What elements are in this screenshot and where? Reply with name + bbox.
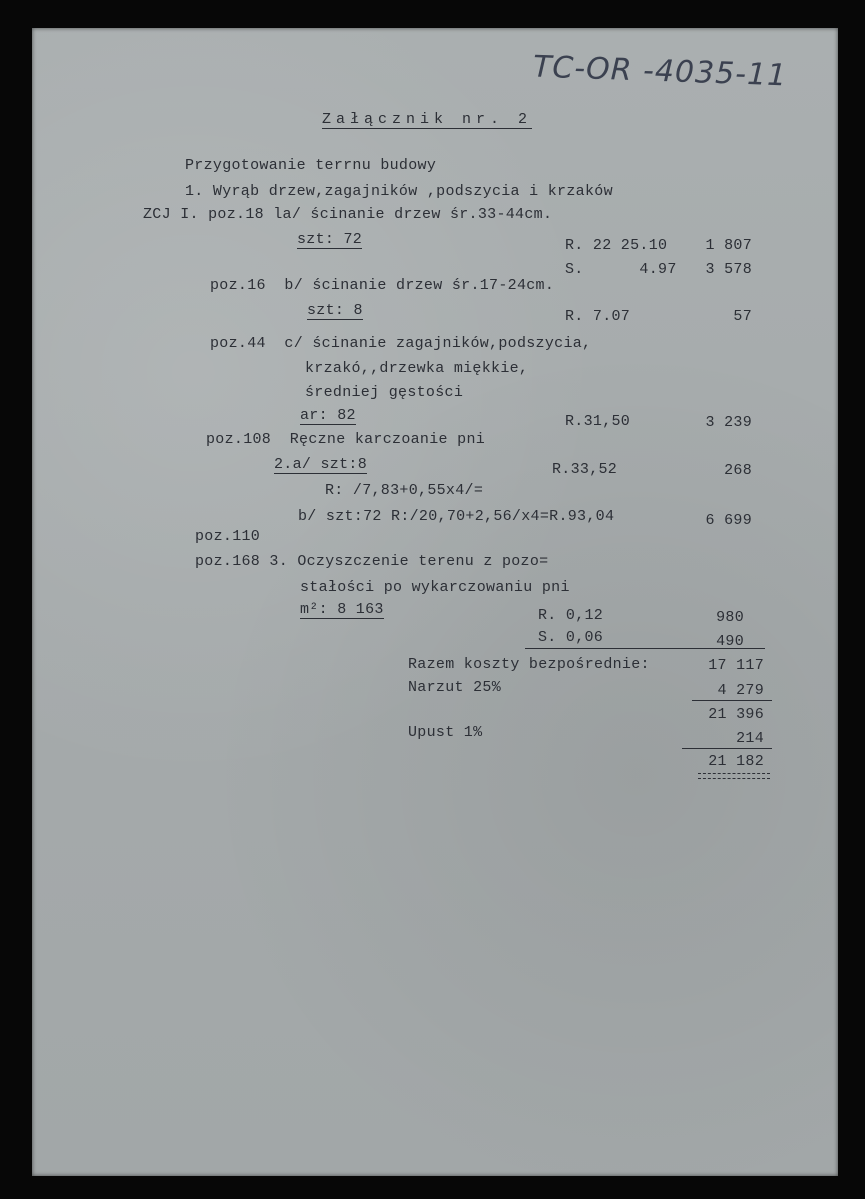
item-1c-description: poz.44 c/ ścinanie zagajników,podszycia, [210,335,592,352]
item-3-amount-r: 980 [716,609,744,626]
overhead-amount: 4 279 [717,682,764,699]
item-1a-description: ZCJ I. poz.18 la/ ścinanie drzew śr.33-44cm. [143,206,553,223]
document-title: Załącznik nr. 2 [322,111,533,128]
item-3-heading: poz.168 3. Oczyszczenie terenu z pozo= [195,553,549,570]
overhead-label: Narzut 25% [408,679,502,696]
item-1a-amount-r: 1 807 [705,237,752,254]
item-1a-quantity: szt: 72 [297,231,363,248]
item-3-amount-s: 490 [716,633,744,650]
item-2a-amount: 268 [724,462,752,479]
discount-label: Upust 1% [408,724,483,741]
discount-rule [682,748,772,749]
item-2a-rate: R.33,52 [552,461,618,478]
item-1-heading: 1. Wyrąb drzew,zagajników ,podszycia i krzaków [185,183,613,200]
item-3-rate-s: S. 0,06 [538,629,604,646]
item-2b-formula: b/ szt:72 R:/20,70+2,56/x4=R.93,04 [298,508,615,525]
direct-costs-label: Razem koszty bezpośrednie: [408,656,650,673]
item-2-heading: poz.108 Ręczne karczoanie pni [206,431,486,448]
item-1a-amount-s: 3 578 [705,261,752,278]
item-3-rate-r: R. 0,12 [538,607,604,624]
item-1b-rate: R. 7.07 [565,308,631,325]
item-1a-rate-r: R. 22 25.10 [565,237,668,254]
position-110: poz.110 [195,528,261,545]
item-1b-amount: 57 [733,308,752,325]
item-1c-description-2: krzakó,,drzewka miękkie, [305,360,529,377]
item-1c-description-3: średniej gęstości [305,384,464,401]
item-2a-quantity: 2.a/ szt:8 [274,456,368,473]
direct-costs-amount: 17 117 [708,657,764,674]
handwritten-reference: TC-OR -4035-11 [532,49,788,94]
final-total: 21 182 [708,753,764,770]
item-1c-rate: R.31,50 [565,413,631,430]
total-before-discount: 21 396 [708,706,764,723]
item-1c-amount: 3 239 [705,414,752,431]
subtotal-rule [525,648,765,649]
document-page [32,28,838,1176]
final-total-double-rule [698,773,770,779]
item-2a-formula: R: /7,83+0,55x4/= [325,482,484,499]
item-3-description: stałości po wykarczowaniu pni [300,579,570,596]
item-1a-rate-s: S. 4.97 [565,261,677,278]
item-2b-amount: 6 699 [705,512,752,529]
item-3-quantity: m²: 8 163 [300,601,384,618]
item-1b-description: poz.16 b/ ścinanie drzew śr.17-24cm. [210,277,555,294]
item-1b-quantity: szt: 8 [307,302,363,319]
overhead-rule [692,700,772,701]
item-1c-quantity: ar: 82 [300,407,356,424]
section-heading: Przygotowanie terrnu budowy [185,157,437,174]
discount-amount: 214 [736,730,764,747]
